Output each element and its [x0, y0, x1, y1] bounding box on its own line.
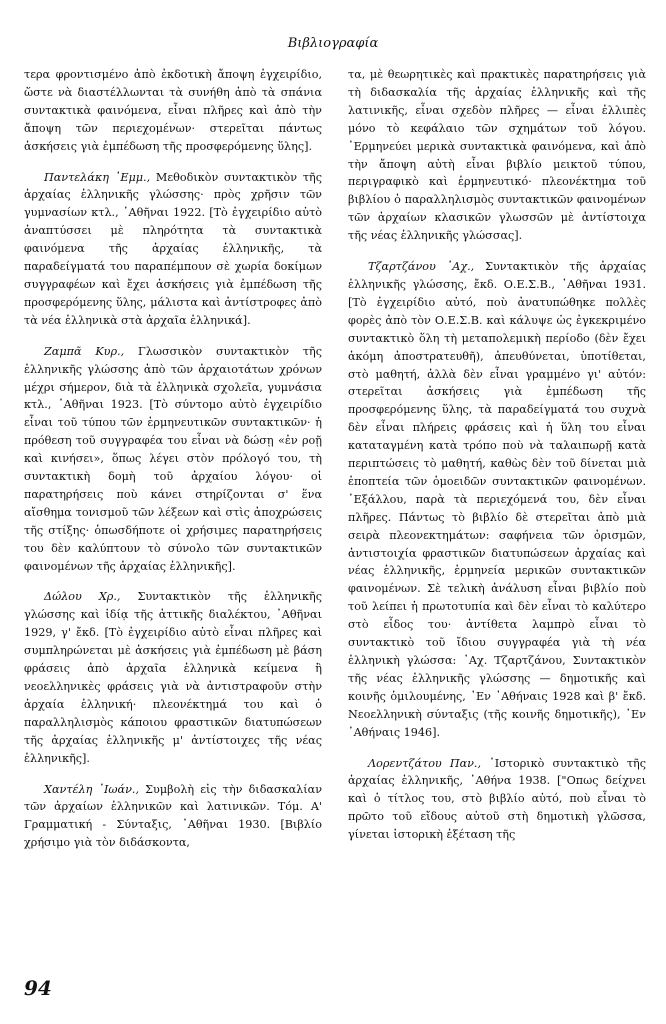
- running-header: Βιβλιογραφία: [287, 36, 379, 51]
- continued-entry-text: τα, μὲ θεωρητικὲς καὶ πρακτικὲς παρατηρήσεις γιὰ τὴ διδασκαλία τῆς ἀρχαίας ἑλληνικῆς καὶ τῆς λατινικῆς, εἶναι σχεδὸν πλῆρες — εἶναι ἐλλιπὲς μόνο τὸ κεφάλαιο τῶν σχημάτων τοῦ λόγου. ᾿Ερμηνεύει μερικὰ συντακτικὰ φαινόμενα, καὶ ἀπὸ τὴν ἄποψη αὐτὴ εἶναι βιβλίο μεικτοῦ τύπου, περιγραφικὸ καὶ ἑρμηνευτικό· πλεονέκτημα τοῦ βιβλίου ὁ παραλληλισμὸς συντακτικῶν φαινομένων τῶν ἀρχαίων κλασικῶν γλωσσῶν μὲ ἀντίστοιχα τῆς νέας ἑλληνικῆς γλώσσας].: [348, 68, 646, 243]
- entry-author: Λορεντζάτου Παν.,: [368, 756, 482, 770]
- entry-author: Ζαμπᾶ Κυρ.,: [44, 344, 125, 358]
- entry-author: Παντελάκη ᾿Εμμ.,: [44, 170, 151, 184]
- bibliography-entry: [348, 755, 646, 845]
- bibliography-entry: [24, 169, 322, 330]
- left-column: [24, 66, 322, 852]
- entry-text: ᾿Ιστορικὸ συντακτικὸ τῆς ἀρχαίας ἑλληνικῆς, ᾿Αθήνα 1938. ["Οπως δείχνει καὶ ὁ τίτλος του, στὸ βιβλίο αὐτό, ποὺ εἶναι τὸ πρῶτο τοῦ εἴδους αὐτοῦ στὴ δημοτικὴ γλῶσσα, γίνεται ἱστορικὴ ἐξέταση τῆς: [348, 756, 646, 842]
- bibliography-entry: [24, 781, 322, 853]
- continued-entry-text: τερα φροντισμένο ἀπὸ ἐκδοτικὴ ἄποψη ἐγχειρίδιο, ὥστε νὰ διαστέλλωνται τὰ συνήθη ἀπὸ τὰ σπάνια συντακτικὰ φαινόμενα, εἶναι πλῆρες καὶ ἀπὸ τὴν ἄποψη τῶν περιεχομένων· στερεῖται πάντως ἀσκήσεις γιὰ ἐμπέδωση τῆς προσφερόμενης ὕλης].: [24, 68, 322, 153]
- entry-text: Μεθοδικὸν συντακτικὸν τῆς ἀρχαίας ἑλληνικῆς γλώσσης· πρὸς χρῆσιν τῶν γυμνασίων κτλ., ᾿Αθῆναι 1922. [Τὸ ἐγχειρίδιο αὐτὸ ἀναπτύσσει μὲ πληρότητα τὰ συντακτικὰ φαινόμενα τῆς ἀρχαίας ἑλληνικῆς, τὰ παραδείγματά του παραπέμπουν σὲ χωρία δοκίμων συγγραφέων καὶ ἔχει ἀσκήσεις γιὰ ἐμπέδωση τῆς προσφερόμενης ὕλης, μάλιστα καὶ ἀντίστροφες ἀπὸ τὰ νέα ἑλληνικὰ στὰ ἀρχαῖα ἑλληνικά].: [24, 170, 322, 327]
- entry-text: Συντακτικὸν τῆς ἑλληνικῆς γλώσσης καὶ ἰδίᾳ τῆς ἀττικῆς διαλέκτου, ᾿Αθῆναι 1929, γ' ἔκδ. [Τὸ ἐγχειρίδιο αὐτὸ εἶναι πλῆρες καὶ συμπληρώνεται μὲ ἀσκήσεις γιὰ ἐμπέδωση μὲ βάση φράσεις ἀπὸ ἀρχαῖα ἑλληνικὰ κείμενα ἢ νεοελληνικὲς φράσεις γιὰ νὰ ἀντιστραφοῦν στὴν ἀρχαία ἑλληνική· πλεονέκτημά του καὶ ὁ παραλληλισμὸς κάποιου φραστικῶν διατυπώσεων τῆς ἀρχαίας ἑλληνικῆς μ' ἀντίστοιχες τῆς νέας ἑλληνικῆς].: [24, 590, 322, 765]
- entry-author: Δώλου Χρ.,: [44, 590, 121, 604]
- bibliography-entry: [348, 258, 646, 741]
- entry-author: Χαντέλη ᾿Ιωάν.,: [44, 782, 140, 796]
- entry-text: Γλωσσικὸν συντακτικὸν τῆς ἑλληνικῆς γλώσσης ἀπὸ τῶν ἀρχαιοτάτων χρόνων μέχρι σήμερον, διὰ τὰ ἑλληνικὰ σχολεῖα, γυμνάσια κτλ., ᾿Αθῆναι 1923. [Τὸ σύντομο αὐτὸ ἐγχειρίδιο εἶναι τοῦ τύπου τῶν ἑρμηνευτικῶν συντακτικῶν· ἡ πρόθεση τοῦ συγγραφέα του εἶναι νὰ δώσῃ «ἐν ροῇ καὶ κινήσει», ὅπως λέγει στὸν πρόλογό του, τὴ συντακτικὴ δομὴ τοῦ ἀρχαίου λόγου· οἱ παρατηρήσεις ποὺ κάνει στηρίζονται σ' ἕνα αἴσθημα τονισμοῦ τῶν λέξεων καὶ στὶς ἀποχρώσεις τῆς στίξης· ὁπωσδήποτε οἱ χρήσιμες παρατηρήσεις του δὲν καλύπτουν τὸ σύνολο τῶν συντακτικῶν φαινομένων τῆς ἀρχαίας ἑλληνικῆς].: [24, 344, 322, 573]
- page-number: 94: [24, 976, 52, 1000]
- entry-text: Συμβολὴ εἰς τὴν διδασκαλίαν τῶν ἀρχαίων ἑλληνικῶν καὶ λατινικῶν. Τόμ. Α' Γραμματική - Σύνταξις, ᾿Αθῆναι 1930. [Βιβλίο χρήσιμο γιὰ τὸν διδάσκοντα,: [24, 782, 323, 850]
- bibliography-entry: [24, 588, 322, 767]
- right-column: [348, 66, 646, 844]
- bibliography-entry: [24, 343, 322, 576]
- entry-author: Τζαρτζάνου ᾿Αχ.,: [368, 260, 475, 274]
- entry-text: Συντακτικὸν τῆς ἀρχαίας ἑλληνικῆς γλώσσης, ἔκδ. Ο.Ε.Σ.Β., ᾿Αθῆναι 1931. [Τὸ ἐγχειρίδιο αὐτό, ποὺ ἀνατυπώθηκε πολλὲς φορὲς ἀπὸ τὸν Ο.Ε.Σ.Β. καὶ κάλυψε ὡς ἐγκεκριμένο συντακτικὸ ὅλη τὴ μεταπολεμικὴ περίοδο (δὲν ἔχει ἀκόμη ἀποστρατευθῆ), ἀπευθύνεται, ὑποτίθεται, στὸ μαθητή, ἀλλὰ δὲν εἶναι γραμμένο γι' αὐτόν: στερεῖται ἀσκήσεις γιὰ ἐμπέδωση τῆς προσφερόμενης ὕλης, τὰ παραδείγματά του συχνὰ δὲν εἶναι πλήρεις φράσεις καὶ ἡ ὕλη του εἶναι καταταγμένη κατὰ τρόπο ποὺ νὰ ταλαιπωρῇ κατὰ περιπτώσεις τὸ μαθητή, καθὼς δὲν τοῦ δίνεται μιὰ ἐποπτεία τῶν ὁμοειδῶν συντακτικῶν φαινομένων. ᾿Εξάλλου, παρὰ τὰ περιεχόμενά του, δὲν εἶναι πλῆρες. Πάντως τὸ βιβλίο δὲ στερεῖται ἀπὸ μιὰ σειρὰ πλεονεκτημάτων: σαφήνεια τῶν ὁρισμῶν, ἀντιστοιχία φραστικῶν διατυπώσεων ἀρχαίας καὶ νέας ἑλληνικῆς, ἑρμηνεία μερικῶν συντακτικῶν φαινομένων. Σὲ τελικὴ ἀνάλυση εἶναι βιβλίο ποὺ τοῦ λείπει ἡ πρωτοτυπία καὶ δὲν εἶναι τὸ καλύτερο στὸ εἶδος του· ἀντίθετα λαμπρὸ εἶναι τὸ συντακτικὸ τοῦ ἴδιου συγγραφέα γιὰ τὴ νέα ἑλληνικὴ γλώσσα: ᾿Αχ. Τζαρτζάνου, Συντακτικὸν τῆς νέας ἑλληνικῆς γλώσσης — δημοτικῆς καὶ κοινῆς ὁμιλουμένης, ᾿Εν ᾿Αθήναις 1928 καὶ β' ἔκδ. Νεοελληνικὴ σύνταξις (τῆς κοινῆς δημοτικῆς), ᾿Εν ᾿Αθήναις 1946].: [348, 260, 646, 739]
